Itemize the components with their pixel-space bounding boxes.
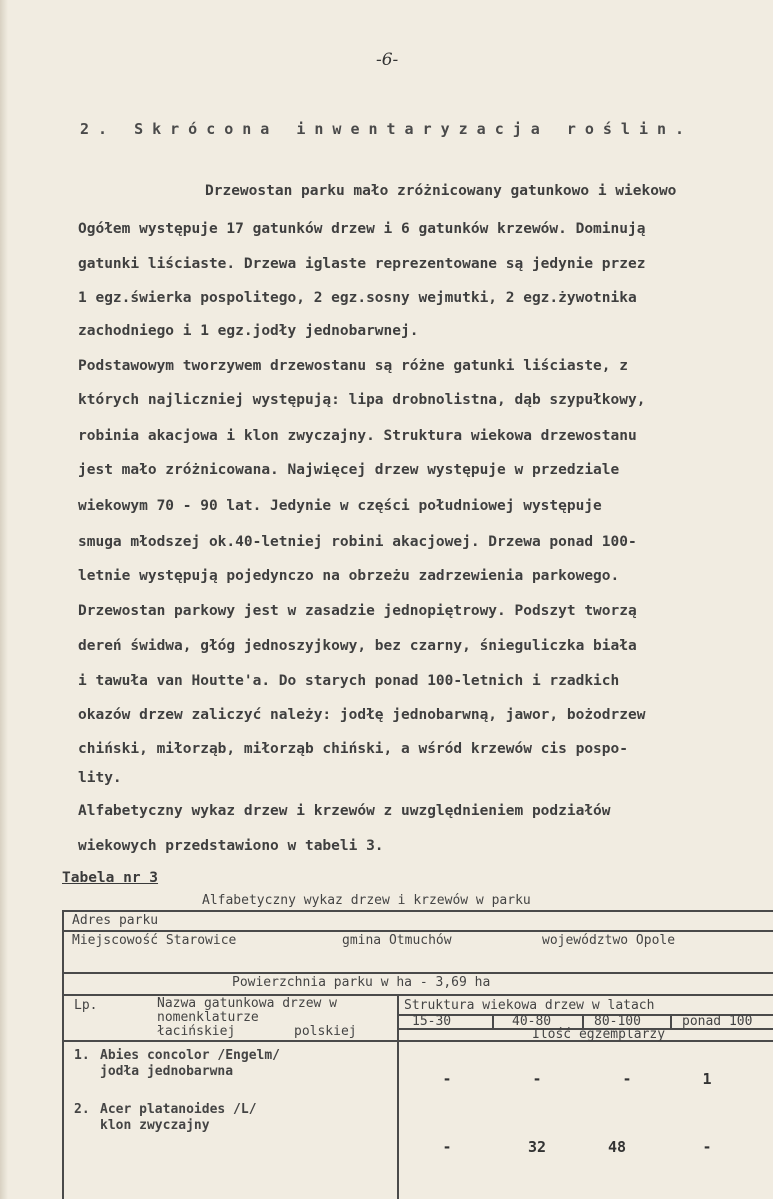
text-line: których najliczniej występują: lipa drobnolistna, dąb szypułkowy, [78, 392, 646, 408]
table-rule [582, 1014, 584, 1028]
count-15-30: - [442, 1138, 452, 1156]
text-line: robinia akacjowa i klon zwyczajny. Struktura wiekowa drzewostanu [78, 428, 637, 444]
count-over-100: - [702, 1138, 712, 1156]
text-line: zachodniego i 1 egz.jodły jednobarwnej. [78, 323, 419, 339]
count-header: Ilość egzemplarzy [532, 1027, 666, 1042]
text-line: okazów drzew zaliczyć należy: jodłę jednobarwną, jawor, bożodrzew [78, 707, 646, 723]
col-polish-header: polskiej [294, 1024, 357, 1039]
count-40-80: - [532, 1070, 542, 1088]
text-line: Alfabetyczny wykaz drzew i krzewów z uwzględnieniem podziałów [78, 803, 611, 819]
park-address-label: Adres parku [72, 913, 159, 928]
text-line: chiński, miłorząb, miłorząb chiński, a wśród krzewów cis pospo- [78, 741, 628, 757]
age-range-4: ponad 100 [682, 1014, 753, 1029]
text-line: wiekowych przedstawiono w tabeli 3. [78, 838, 384, 854]
col-name-header: Nazwa gatunkowa drzew w [157, 996, 338, 1011]
count-over-100: 1 [702, 1070, 712, 1088]
table-rule [62, 910, 773, 912]
text-line: jest mało zróżnicowana. Najwięcej drzew występuje w przedziale [78, 462, 620, 478]
text-line: Drzewostan parkowy jest w zasadzie jednopiętrowy. Podszyt tworzą [78, 603, 637, 619]
page-number: -6- [376, 50, 399, 70]
park-location: Miejscowość Starowice [72, 933, 237, 948]
col-lp-header: Lp. [74, 998, 98, 1013]
species-table [62, 890, 773, 1199]
text-line: gatunki liściaste. Drzewa iglaste reprezentowane są jedynie przez [78, 256, 646, 272]
text-line: smuga młodszej ok.40-letniej robini akacjowej. Drzewa ponad 100- [78, 534, 637, 550]
species-polish: jodła jednobarwna [100, 1064, 234, 1079]
count-80-100: - [622, 1070, 632, 1088]
col-name-header-2: nomenklaturze [157, 1010, 259, 1025]
col-latin-header: łacińskiej [157, 1024, 236, 1039]
table-rule [492, 1014, 494, 1028]
table-title: Alfabetyczny wykaz drzew i krzewów w parku [202, 893, 531, 908]
count-80-100: 48 [607, 1138, 627, 1156]
table-rule [397, 994, 399, 1199]
park-gmina: gmina Otmuchów [342, 933, 452, 948]
col-structure-header: Struktura wiekowa drzew w latach [404, 998, 655, 1013]
park-area: Powierzchnia parku w ha - 3,69 ha [232, 975, 491, 990]
table-rule [62, 910, 64, 1199]
table-rule [62, 930, 773, 932]
table-rule [62, 972, 773, 974]
count-40-80: 32 [527, 1138, 547, 1156]
section-heading: 2. Skrócona inwentaryzacja roślin. [80, 120, 694, 138]
row-number: 1. [74, 1048, 90, 1063]
text-line: Podstawowym tworzywem drzewostanu są różne gatunki liściaste, z [78, 358, 628, 374]
species-latin: Abies concolor /Engelm/ [100, 1048, 281, 1063]
text-line: i tawuła van Houtte'a. Do starych ponad 100-letnich i rzadkich [78, 673, 620, 689]
text-line: Ogółem występuje 17 gatunków drzew i 6 gatunków krzewów. Dominują [78, 221, 646, 237]
species-polish: klon zwyczajny [100, 1118, 210, 1133]
text-line: 1 egz.świerka pospolitego, 2 egz.sosny wejmutki, 2 egz.żywotnika [78, 290, 637, 306]
row-number: 2. [74, 1102, 90, 1117]
species-latin: Acer platanoides /L/ [100, 1102, 257, 1117]
table-caption: Tabela nr 3 [62, 870, 159, 886]
age-range-1: 15-30 [412, 1014, 452, 1029]
text-line: Drzewostan parku mało zróżnicowany gatunkowo i wiekowo [205, 183, 677, 199]
page-edge-shadow [0, 0, 8, 1199]
age-range-2: 40-80 [512, 1014, 552, 1029]
park-voivodeship: województwo Opole [542, 933, 676, 948]
text-line: dereń świdwa, głóg jednoszyjkowy, bez czarny, śnieguliczka biała [78, 638, 637, 654]
age-range-3: 80-100 [594, 1014, 641, 1029]
text-line: lity. [78, 770, 122, 786]
table-rule [62, 1040, 773, 1042]
table-rule [670, 1014, 672, 1028]
text-line: letnie występują pojedynczo na obrzeżu zadrzewienia parkowego. [78, 568, 620, 584]
count-15-30: - [442, 1070, 452, 1088]
text-line: wiekowym 70 - 90 lat. Jedynie w części południowej występuje [78, 498, 602, 514]
